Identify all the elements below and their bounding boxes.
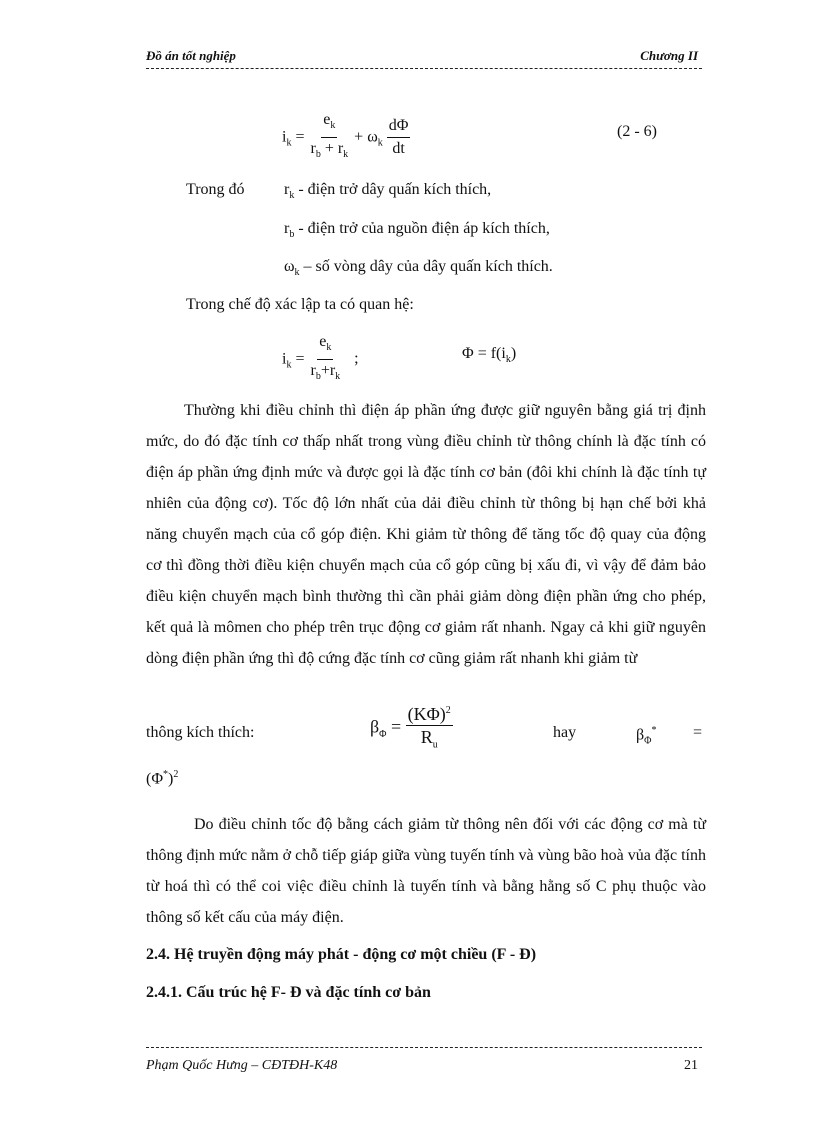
footer-author: Phạm Quốc Hưng – CĐTĐH-K48 xyxy=(146,1058,338,1073)
equation-phi-f: $\Phi = f(i_k)$ xyxy=(462,345,517,366)
equation-number: (2 - 6) xyxy=(617,123,657,140)
where-item-rk: $r_k$ - điện trở dây quấn kích thích, xyxy=(284,181,492,202)
equation-relative-stiffness: $\beta_\Phi^*$ xyxy=(636,725,657,747)
hay-text: hay xyxy=(553,724,577,741)
equation-stiffness: $\beta_\Phi$ = $\frac{(K\Phi)^2}{R_u}$ xyxy=(370,701,453,756)
fraction-stiffness: $\frac{(K\Phi)^2}{R_u}$ xyxy=(406,701,453,756)
header-divider xyxy=(146,68,702,69)
equation-2-6: $i_k$ = $\frac{e_k}{r_b + r_k}$ + $\omega_k$ $\frac{d\Phi}{dt}$ xyxy=(282,110,410,165)
equation-steady-state: $i_k$ = $\frac{e_k}{r_b+r_k}$ ; xyxy=(282,332,359,387)
where-item-wk: $\omega_k$ – số vòng dây của dây quấn kích thích. xyxy=(284,258,553,279)
paragraph-linear-control: Do điều chỉnh tốc độ bằng cách giảm từ thông nên đối với các động cơ mà từ thông định mức nằm ở chỗ tiếp giáp giữa vùng tuyến tính và vùng bão hoà vủa đặc tính từ hoá thì có thể coi việc điều chỉnh là tuyến tính và bằng hằng số C phụ thuộc vào thông số kết cấu của máy điện. xyxy=(146,816,706,926)
footer-divider xyxy=(146,1047,702,1048)
fraction-dphi: $\frac{d\Phi}{dt}$ xyxy=(388,117,409,158)
fraction-steady: $\frac{e_k}{r_b+r_k}$ xyxy=(310,333,341,383)
where-item-rb: $r_b$ - điện trở của nguồn điện áp kích thích, xyxy=(284,220,550,241)
page-number: 21 xyxy=(684,1058,698,1073)
fraction-ek: $\frac{e_k}{r_b + r_k}$ xyxy=(310,111,349,161)
section-heading-2-4-1: 2.4.1. Cấu trúc hệ F- Đ và đặc tính cơ bản xyxy=(146,984,431,1001)
where-lead: Trong đó xyxy=(186,181,245,198)
section-heading-2-4: 2.4. Hệ truyền động máy phát - động cơ một chiều (F - Đ) xyxy=(146,946,537,963)
stiffness-lead: thông kích thích: xyxy=(146,724,255,741)
equation-continuation: $(\Phi^*)^2$ xyxy=(146,769,179,788)
paragraph-field-weakening: Thường khi điều chỉnh thì điện áp phần ứng được giữ nguyên bằng giá trị định mức, do đó đặc tính cơ thấp nhất trong vùng điều chỉnh từ thông chính là đặc tính có điện áp phần ứng định mức và được gọi là đặc tính cơ bản (đôi khi chính là đặc tính tự nhiên của động cơ). Tốc độ lớn nhất của dải điều chỉnh từ thông bị hạn chế bởi khả năng chuyển mạch của cổ góp điện. Khi giảm từ thông để tăng tốc độ quay của động cơ thì đồng thời điều kiện chuyển mạch của cổ góp cũng bị xấu đi, vì vậy để đảm bảo điều kiện chuyển mạch bình thường thì cần phải giảm dòng điện phần ứng cho phép, kết quả là mômen cho phép trên trục động cơ giảm rất nhanh. Ngay cả khi giữ nguyên dòng điện phần ứng thì độ cứng đặc tính cơ cũng giảm rất nhanh khi giảm từ xyxy=(146,402,706,667)
header-left: Đồ án tốt nghiệp xyxy=(146,48,236,63)
equals-sign: = xyxy=(693,724,703,741)
header-right: Chương II xyxy=(640,48,698,63)
steady-state-text: Trong chế độ xác lập ta có quan hệ: xyxy=(186,296,414,313)
